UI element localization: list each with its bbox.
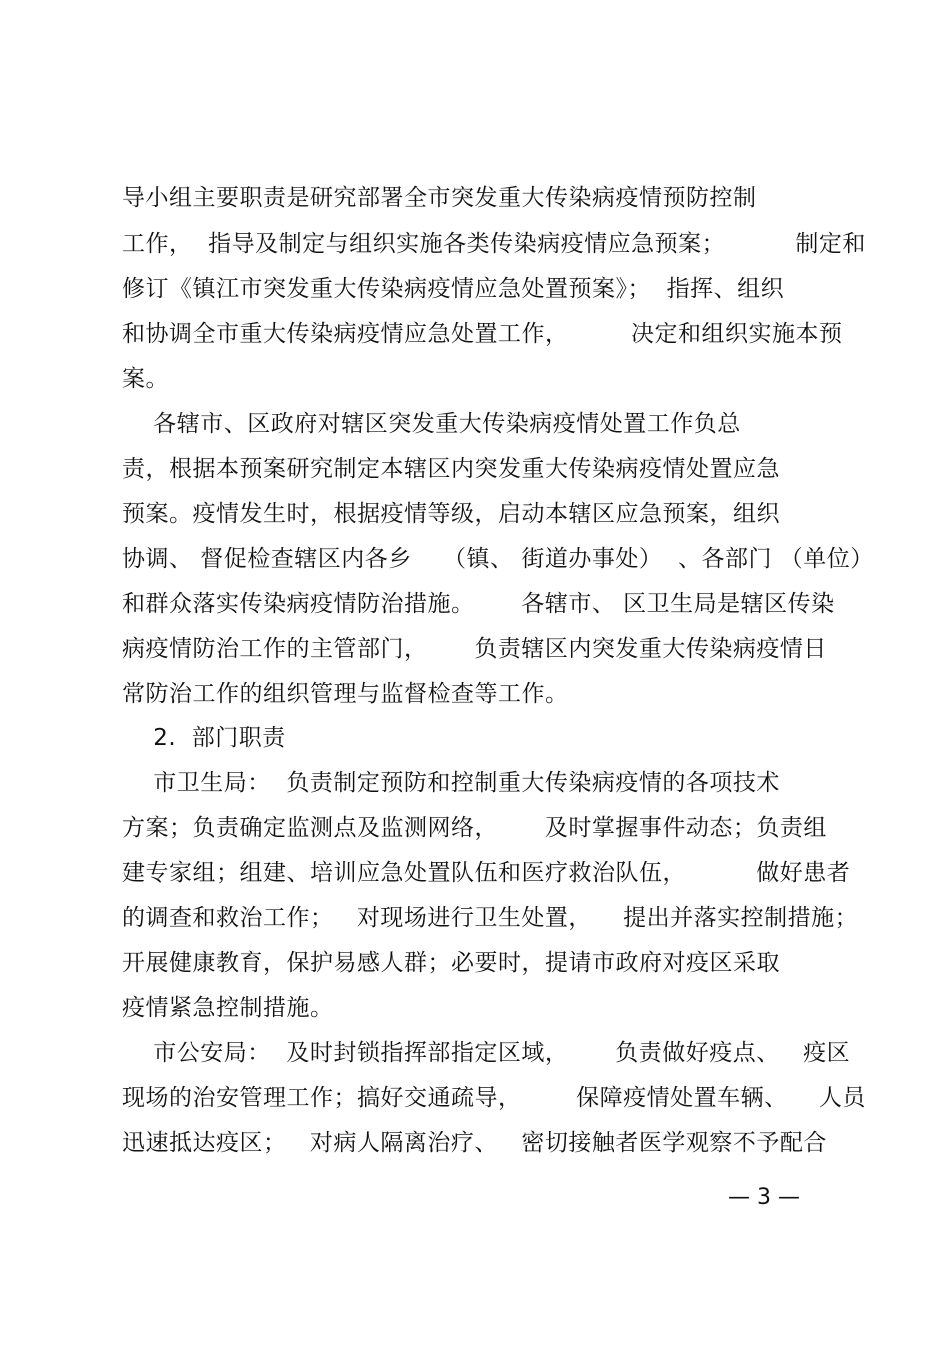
- text-line: 导小组主要职责是研究部署全市突发重大传染病疫情预防控制: [122, 185, 757, 211]
- text-line: 病疫情防治工作的主管部门， 负责辖区内突发重大传染病疫情日: [122, 636, 827, 662]
- text-line: 和协调全市重大传染病疫情应急处置工作， 决定和组织实施本预: [122, 321, 843, 347]
- text-line: 修订《镇江市突发重大传染病疫情应急处置预案》； 指挥、组织: [122, 276, 785, 302]
- text-line: 常防治工作的组织管理与监督检查等工作。: [122, 681, 569, 707]
- text-line: 迅速抵达疫区； 对病人隔离治疗、 密切接触者医学观察不予配合: [122, 1130, 827, 1156]
- text-line: 市公安局： 及时封锁指挥部指定区域， 负责做好疫点、 疫区: [122, 1040, 851, 1066]
- text-line: 疫情紧急控制措施。: [122, 995, 334, 1021]
- text-line: 各辖市、区政府对辖区突发重大传染病疫情处置工作负总: [122, 411, 741, 437]
- section-heading: 2. 部门职责: [122, 725, 286, 751]
- text-line: 责，根据本预案研究制定本辖区内突发重大传染病疫情处置应急: [122, 456, 780, 482]
- page-number: — 3 —: [728, 1185, 800, 1210]
- text-line: 的调查和救治工作； 对现场进行卫生处置， 提出并落实控制措施；: [122, 905, 859, 931]
- text-line: 方案；负责确定监测点及监测网络， 及时掌握事件动态；负责组: [122, 815, 827, 841]
- text-line: 工作， 指导及制定与组织实施各类传染病疫情应急预案； 制定和: [122, 231, 866, 257]
- text-line: 市卫生局： 负责制定预防和控制重大传染病疫情的各项技术: [122, 770, 780, 796]
- text-line: 案。: [122, 366, 169, 392]
- text-line: 建专家组；组建、培训应急处置队伍和医疗救治队伍， 做好患者: [122, 860, 851, 886]
- text-line: 现场的治安管理工作；搞好交通疏导， 保障疫情处置车辆、 人员: [122, 1085, 866, 1111]
- text-line: 和群众落实传染病疫情防治措施。 各辖市、 区卫生局是辖区传染: [122, 591, 835, 617]
- text-line: 协调、 督促检查辖区内各乡 （镇、 街道办事处） 、各部门 （单位）: [122, 546, 874, 572]
- text-line: 开展健康教育，保护易感人群；必要时，提请市政府对疫区采取: [122, 950, 780, 976]
- text-line: 预案。疫情发生时，根据疫情等级，启动本辖区应急预案，组织: [122, 501, 780, 527]
